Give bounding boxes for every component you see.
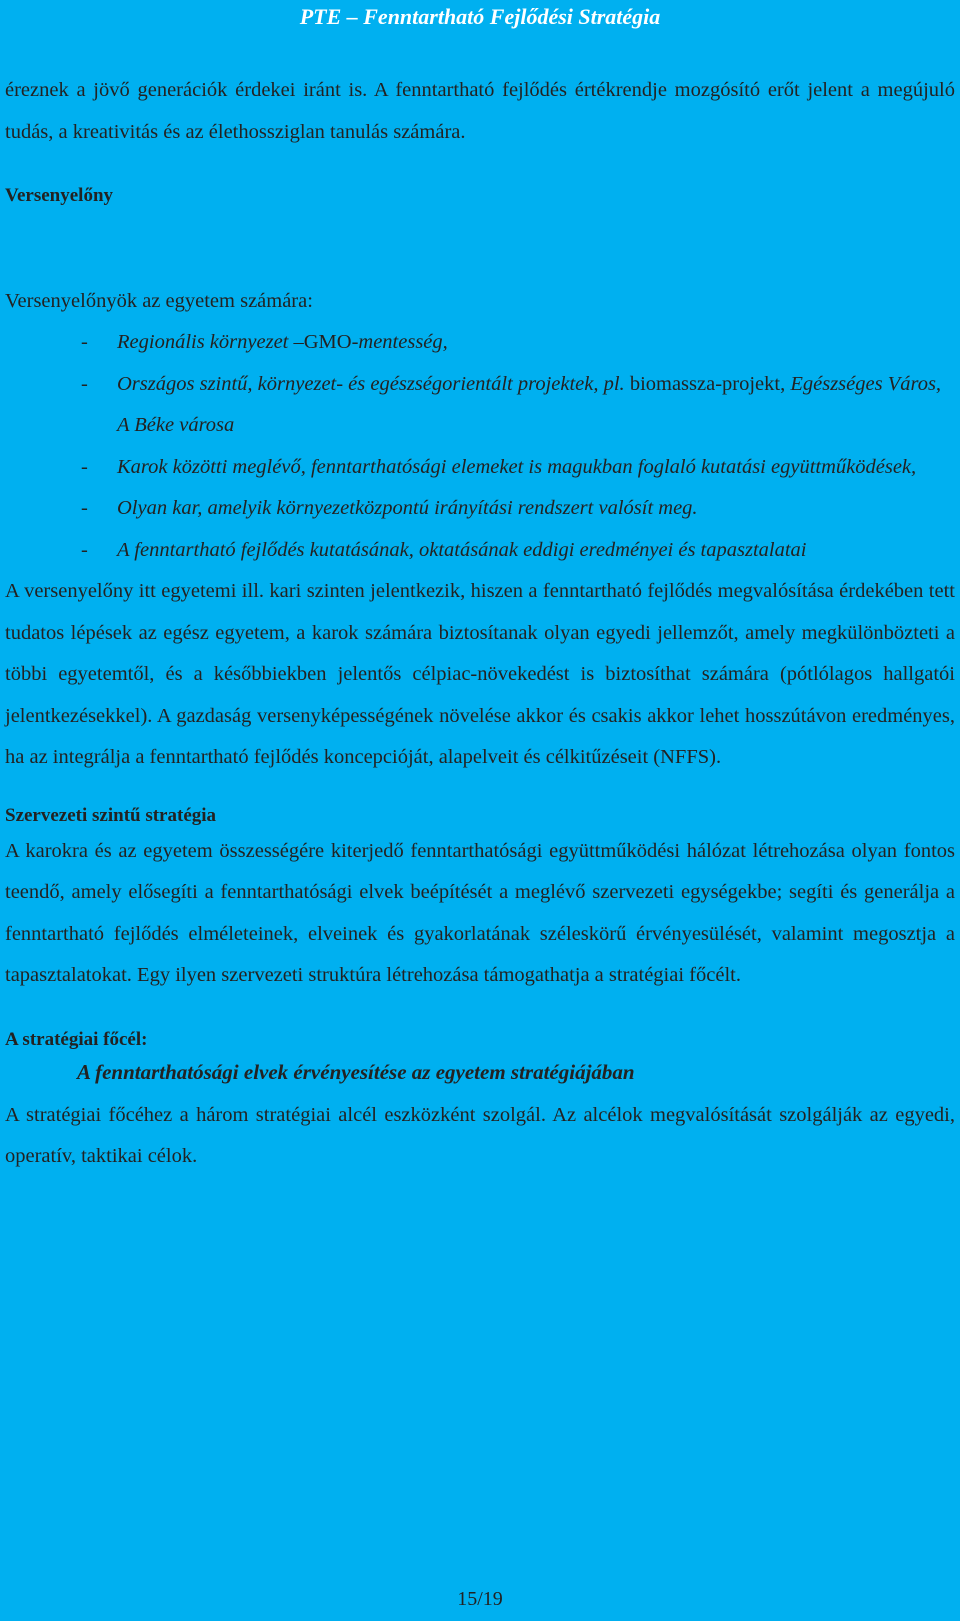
focel-paragraph: A stratégiai főcéhez a három stratégiai alcél eszközként szolgál. Az alcélok megvalósítását szolgálják az egyedi, operatív, taktikai célok.: [5, 1103, 955, 1167]
list-item-italic: Regionális környezet –: [117, 331, 304, 353]
page-number: 15/19: [457, 1588, 503, 1610]
list-item-italic: A fenntartható fejlődés kutatásának, oktatásának eddigi eredményei és tapasztalatai: [117, 538, 807, 561]
list-dash: -: [81, 372, 88, 395]
spacer: [5, 217, 955, 281]
list-item-upright: GMO: [303, 331, 352, 353]
versenyelony-paragraph: A versenyelőny itt egyetemi ill. kari szinten jelentkezik, hiszen a fenntartható fejlődés megvalósítása érdekében tett tudatos lépések az egész egyetem, a karok számára biztosítanak olyan egyedi jellemzőt, amely megkülönbözteti a többi egyetemtől, és a későbbiekben jelentős célpiac-növekedést is biztosíthat számára (pótlólagos hallgatói jelentkezésekkel). A gazdaság versenyképességének növelése akkor és csakis akkor lehet hosszútávon eredményes, ha az integrálja a fenntartható fejlődés koncepcióját, alapelveit és célkitűzéseit (NFFS).: [5, 580, 955, 768]
list-dash: -: [81, 331, 88, 353]
list-item: [5, 488, 955, 530]
focel-label: A stratégiai főcél:: [5, 1028, 148, 1050]
list-item-italic-after: Egészséges Város, A Béke városa: [117, 372, 942, 436]
intro-paragraph: éreznek a jövő generációk érdekei iránt is. A fenntartható fejlődés értékrendje mozgósító erőt jelent a megújuló tudás, a kreativitás és az élethossziglan tanulás számára.: [5, 79, 955, 143]
szervezeti-paragraph: A karokra és az egyetem összességére kiterjedő fenntarthatósági együttműködési hálózat létrehozása olyan fontos teendő, amely elősegíti a fenntarthatósági elvek beépítését a meglévő szervezeti egységekbe; segíti és generálja a fenntartható fejlődés elméleteinek, elveinek és gyakorlatának széleskörű érvényesülését, valamint megosztja a tapasztalatokat. Egy ilyen szervezeti struktúra létrehozása támogathatja a stratégiai főcélt.: [5, 839, 955, 986]
list-intro: Versenyelőnyök az egyetem számára:: [5, 289, 313, 312]
list-item: [5, 322, 955, 364]
list-dash: -: [81, 455, 88, 478]
document-body: [5, 70, 955, 1178]
focel-goal: A fenntarthatósági elvek érvényesítése az egyetem stratégiájában: [77, 1059, 635, 1084]
list-item-italic: Olyan kar, amelyik környezetközpontú irányítási rendszert valósít meg.: [117, 497, 698, 519]
list-item: [5, 447, 955, 489]
list-item-italic: Országos szintű, környezet- és egészségorientált projektek, pl.: [117, 372, 625, 395]
spacer: [5, 779, 955, 801]
spacer: [5, 997, 955, 1025]
list-dash: -: [81, 497, 88, 519]
list-item-italic: Karok közötti meglévő, fenntarthatósági elemeket is magukban foglaló kutatási együttműködések,: [117, 455, 917, 478]
section-heading-versenyelony: Versenyelőny: [5, 185, 114, 206]
page-header: PTE – Fenntartható Fejlődési Stratégia: [299, 4, 661, 29]
list-dash: -: [81, 538, 88, 561]
list-item-italic-after: -mentesség,: [351, 331, 448, 353]
list-item: [5, 364, 955, 447]
spacer: [5, 153, 955, 175]
list-item-upright: biomassza-projekt,: [624, 372, 786, 395]
advantage-list: [5, 322, 955, 571]
list-item: [5, 530, 955, 572]
section-heading-szervezeti: Szervezeti szintű stratégia: [5, 804, 217, 826]
